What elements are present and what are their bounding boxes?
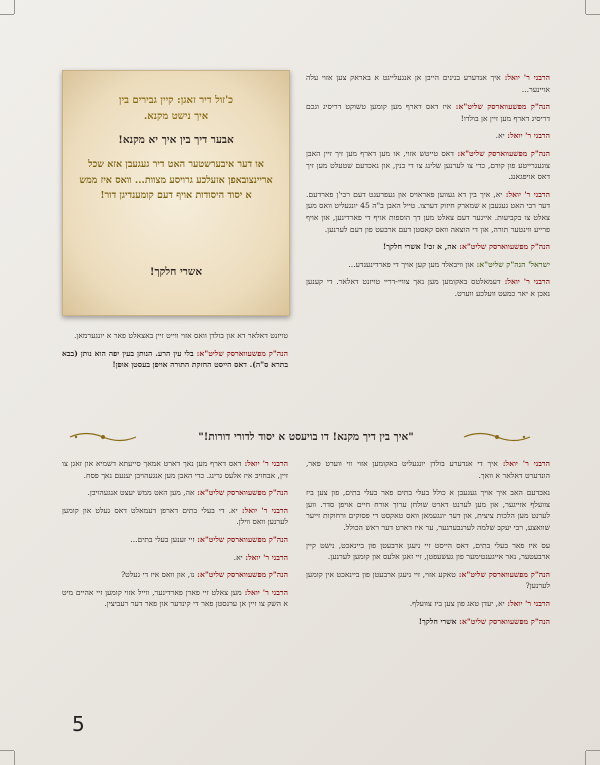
page-number: 5	[72, 712, 85, 736]
speaker-label: הנה"ק מפשעווארסק שליט"א:	[194, 570, 288, 580]
paragraph	[306, 540, 550, 563]
crop-mark	[586, 14, 600, 15]
article-column-top-right	[306, 72, 550, 392]
paragraph	[62, 487, 288, 499]
speaker-label: הרבני ר' יואל:	[500, 73, 550, 82]
paragraph	[306, 148, 550, 183]
speaker-label: הרבני ר' יואל:	[497, 459, 550, 468]
speaker-label: הרבני ר' יואל:	[237, 505, 288, 515]
speaker-label: הנה"ק מפשעווארסק שליט"א:	[194, 534, 288, 544]
paragraph-text: אשרי חלקך!	[418, 616, 457, 626]
speaker-label: הנה"ק מפשעווארסק שליט"א:	[453, 148, 550, 158]
quote-line-1: כ'זול דיר זאגן: קיין גבירים בין	[118, 95, 234, 106]
paragraph	[62, 505, 288, 528]
speaker-label: הנה"ק מפשעווארסק שליט"א:	[193, 348, 288, 358]
crop-mark	[585, 751, 586, 765]
ornament-right-icon	[462, 430, 532, 444]
paragraph-text: מען צאלט זיי פארן פארדינער, ווייל אזוי קומען זיי אהיים מיט א השק צו זיין אן ערנסטן פאר די קינדער און פאר דער רעביצין.	[62, 587, 288, 609]
crop-mark	[0, 750, 14, 751]
speaker-label: הרבני ר' יואל:	[242, 552, 288, 562]
paragraph	[306, 616, 550, 628]
paragraph	[306, 130, 550, 142]
paragraph-text: איך די אנדערע בולדן יונגעליט באקומען אזוי ווי ווערט פאר, הונדערט דאלאר א וואך.	[306, 459, 550, 480]
paragraph	[306, 598, 550, 610]
speaker-label: הרבני ר' יואל:	[241, 587, 288, 597]
paragraph-text: יא. די בעלי בתים דארפן דעמאלט דאס געלט און קומען לערנען וואס ווילן.	[62, 505, 288, 527]
paragraph	[306, 276, 550, 299]
crop-mark	[0, 14, 14, 15]
crop-mark	[14, 0, 15, 14]
paragraph-text: בלי עין הרע. הנותן בעין יפה הוא נותן (בבא בתרא ס"ה). דאס הייסט החזקת התורה אויפן בעסטן אופן!	[62, 348, 288, 370]
speaker-label: הרבני ר' יואל:	[504, 598, 550, 608]
section-heading: "איך בין דיך מקנא! דו בויעסט א יסוד לדורי דורות!"	[198, 431, 414, 443]
paragraph-text: אה, מען האט ממש יעצט אנגעהויבן.	[87, 488, 195, 498]
paragraph	[306, 569, 550, 592]
paragraph	[62, 330, 288, 342]
article-column-bottom-left	[62, 458, 288, 708]
crop-mark	[585, 0, 586, 14]
paragraph	[306, 101, 550, 124]
speaker-label: הנה"ק מפשעווארסק שליט"א:	[194, 488, 288, 498]
quote-body: או דער איבערשטער האט דיר געגעבן אזא שכל אריינצובאפן אזעלכע גרויסע מצוות... וואס איז ממש א יסוד היסודות אויף דעם קומענדיגן דור!	[79, 159, 273, 201]
paragraph	[62, 587, 288, 610]
paragraph-text: יא, איך בין דא געווען פאראויס און געפרעגט דעם רבי'ן פארדעם. דער רבי האט געגעבן א שמארק חיזוק דערצו. טייל האבן ב"ה 45 יונגעליט וואס מען צאלט צו בקביעות. איינער דעם צאלט מען דך הוספות אויף די פארדינען, און אויף פרייע ווינטער תורה, און די הוצאה וואס קאסטן דעם ארבעט פון דעם לערנען.	[306, 189, 550, 234]
paragraph-text: טויזנט דאלאר דא און בולדן וואס אזוי ווייט זיין באצאלט פאר א יונגערמאן.	[73, 331, 288, 340]
speaker-label: הנה"ק מפשעווארסק שליט"א:	[456, 616, 550, 626]
paragraph	[62, 569, 288, 581]
paragraph-text: טאקע אזוי, זיי ניעגן ארבעטן פון ביינאכט אין קומען לערנען?	[306, 569, 550, 591]
quote-closing: אשרי חלקך!	[149, 266, 203, 278]
paragraph-text: דאס דארף מען נאך דארט אמאך סייעתא דשמיא און זאגן צו זיין, אבחויב איז אלעס גרינג. כדי האבן מען אנגעהויבן יענעם נאך פסח.	[62, 459, 288, 480]
speaker-label: ישראל' הנה"ק שליט"א:	[473, 259, 550, 269]
paragraph	[306, 487, 550, 533]
paragraph-text: זיי זענען בעלי בתים...	[130, 534, 195, 544]
paragraph-text: אה, א זכי! אשרי חלקך!	[382, 242, 457, 252]
article-column-bottom-right	[306, 458, 550, 708]
speaker-label: הנה"ק מפשעווארסק שליט"א:	[455, 569, 550, 579]
quote-line-2: איך נישט מקנא.	[143, 111, 209, 122]
article-column-top-left	[62, 330, 288, 400]
paragraph-text: עס איז פאר בעלי בתים, דאס הייסט זיי ניעגן ארבעטן פון ביינאכט, נישט קיין ארבעטער, נאר אייגענטימער פון געשעפטן, זיי זאגן אלעס און קומען לערנען.	[306, 540, 550, 562]
paragraph	[306, 241, 550, 253]
paragraph-text: נאכדעם האב איך אויך געגעבן א כולל בעלי בתים פאר בעלי בתים, פון צען ביז צוועלף אזייגער, און מען לערנט דארט שולחן ערוך אורח חיים אויפן סדר. ווען לערנט מען הלכות ציצית, און דער יונגעמאן וואס טאקסט די פסוקים ורחוקות זייער שוואצע, רבי יעקב שלמה לערנבערגער, ער איז דארט דער ראש הכולל.	[306, 488, 550, 532]
paragraph-text: יא, יעדן טאג פון צען ביז צוועלף.	[409, 598, 505, 608]
paragraph-text: דאס טייטש אזוי, או מען דארף מען זיך זיין האבן צוגעגרייטע פון קודם, כדי צו לערנען שלינג צו די בנין, און נאכדעם שטעלט מען זיך דאס אויפגאנג.	[306, 148, 550, 182]
paragraph	[306, 259, 550, 271]
paragraph-text: איז דאס דארף מען קומען טשוקט דריסיג וגכם דריסיג דארף מען זיין אן בולדו!	[306, 102, 550, 123]
paragraph	[62, 348, 288, 371]
paragraph-text: איך אנדערע בנינים הייבן אן אנגעלייגט א באראק צען אזוי עלה אויינער...	[306, 73, 550, 94]
paragraph-text: נו, און וואס איז די געלט?	[121, 570, 195, 580]
speaker-label: הרבני ר' יואל:	[502, 189, 550, 199]
paragraph	[62, 458, 288, 481]
speaker-label: הנה"ק מפשעווארסק שליט"א:	[456, 242, 550, 252]
quote-box	[62, 70, 290, 316]
quote-line-3: אבער דיך בין איך יא מקנא!	[118, 134, 234, 146]
crop-mark	[586, 750, 600, 751]
paragraph-text: דעמאלטס באקומען מען נאך צוויי-דריי טויזנט דאלאר. די קענען נאכן א יאר כמעט וועלכע ווערט.	[306, 277, 550, 298]
paragraph	[62, 552, 288, 564]
speaker-label: הרבני ר' יואל:	[241, 459, 288, 468]
paragraph	[306, 72, 550, 95]
paragraph-text: און וויבאלד מען קען אויך די פארדינענדע...	[348, 259, 474, 269]
speaker-label: הרבני ר' יואל:	[500, 277, 550, 287]
crop-mark	[14, 751, 15, 765]
paragraph	[306, 189, 550, 235]
paragraph-text: יא.	[495, 131, 505, 141]
paragraph-text: יא.	[233, 552, 243, 562]
paragraph	[62, 534, 288, 546]
speaker-label: הנה"ק מפשעווארסק שליט"א:	[451, 102, 550, 112]
speaker-label: הרבני ר' יואל:	[504, 131, 550, 141]
paragraph	[306, 458, 550, 481]
